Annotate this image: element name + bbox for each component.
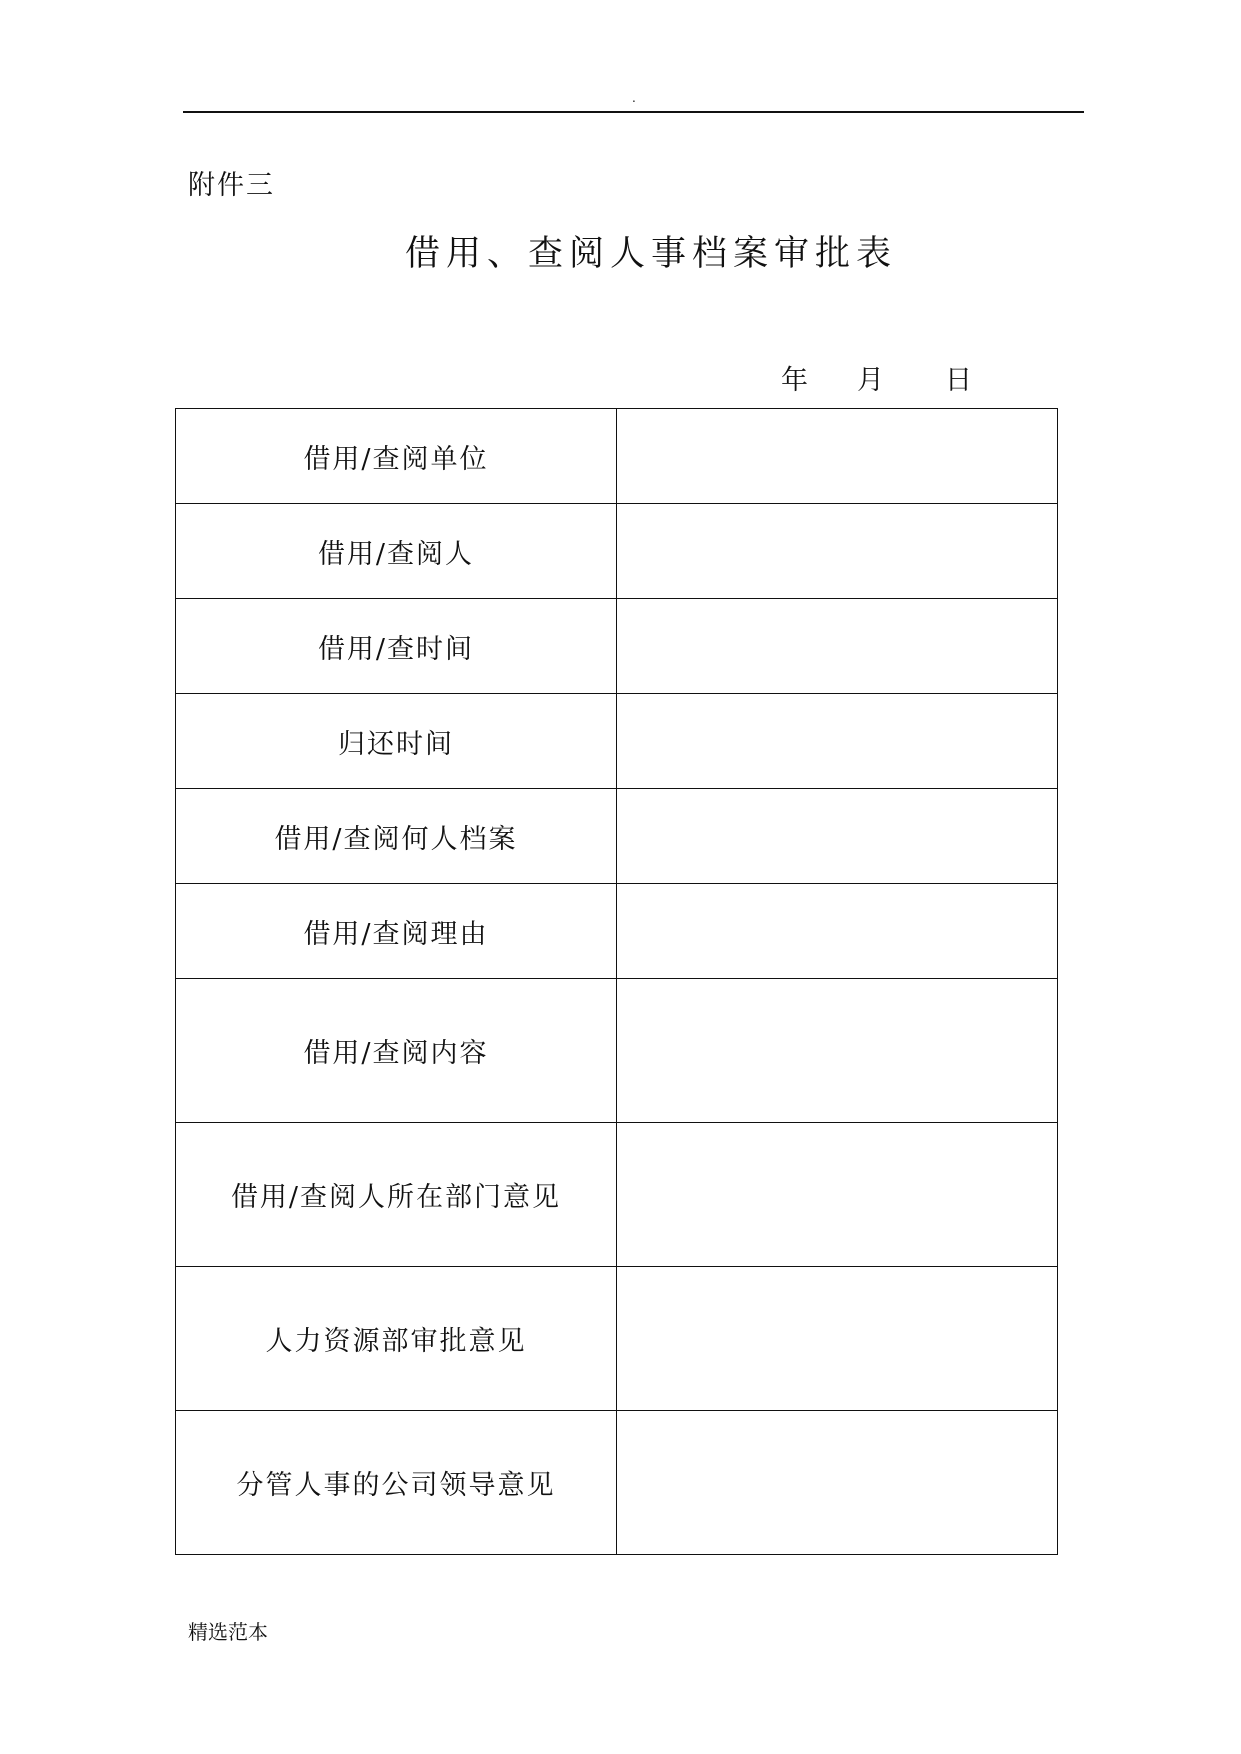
field-label: 人力资源部审批意见: [176, 1267, 617, 1411]
field-value[interactable]: [617, 884, 1058, 979]
field-label: 分管人事的公司领导意见: [176, 1411, 617, 1555]
form-row-leader-opinion: [176, 1411, 1058, 1555]
field-label: 归还时间: [176, 694, 617, 789]
form-row-borrowing-unit: [176, 409, 1058, 504]
field-value[interactable]: [617, 409, 1058, 504]
field-value[interactable]: [617, 599, 1058, 694]
date-line: [781, 358, 972, 397]
form-row-hr-approval: [176, 1267, 1058, 1411]
field-value[interactable]: [617, 1267, 1058, 1411]
field-value[interactable]: [617, 789, 1058, 884]
field-label: 借用/查阅人: [176, 504, 617, 599]
form-row-return-time: [176, 694, 1058, 789]
header-rule: [183, 111, 1084, 113]
field-label: 借用/查阅理由: [176, 884, 617, 979]
field-value[interactable]: [617, 694, 1058, 789]
field-value[interactable]: [617, 504, 1058, 599]
field-label: 借用/查阅何人档案: [176, 789, 617, 884]
form-row-reason: [176, 884, 1058, 979]
form-row-borrower: [176, 504, 1058, 599]
document-title: 借用、查阅人事档案审批表: [404, 234, 897, 274]
header-mark: .: [632, 91, 636, 105]
field-label: 借用/查阅单位: [176, 409, 617, 504]
field-value[interactable]: [617, 1123, 1058, 1267]
form-row-department-opinion: [176, 1123, 1058, 1267]
date-year-label: 年: [781, 365, 808, 396]
date-day-label: 日: [945, 365, 972, 396]
form-row-whose-file: [176, 789, 1058, 884]
form-row-content: [176, 979, 1058, 1123]
footer-text: 精选范本: [188, 1620, 268, 1644]
date-month-label: 月: [857, 365, 884, 396]
field-label: 借用/查时间: [176, 599, 617, 694]
attachment-label: 附件三: [188, 170, 275, 201]
field-label: 借用/查阅内容: [176, 979, 617, 1123]
field-value[interactable]: [617, 979, 1058, 1123]
form-row-borrow-time: [176, 599, 1058, 694]
field-value[interactable]: [617, 1411, 1058, 1555]
approval-form-table: [175, 408, 1058, 1555]
field-label: 借用/查阅人所在部门意见: [176, 1123, 617, 1267]
